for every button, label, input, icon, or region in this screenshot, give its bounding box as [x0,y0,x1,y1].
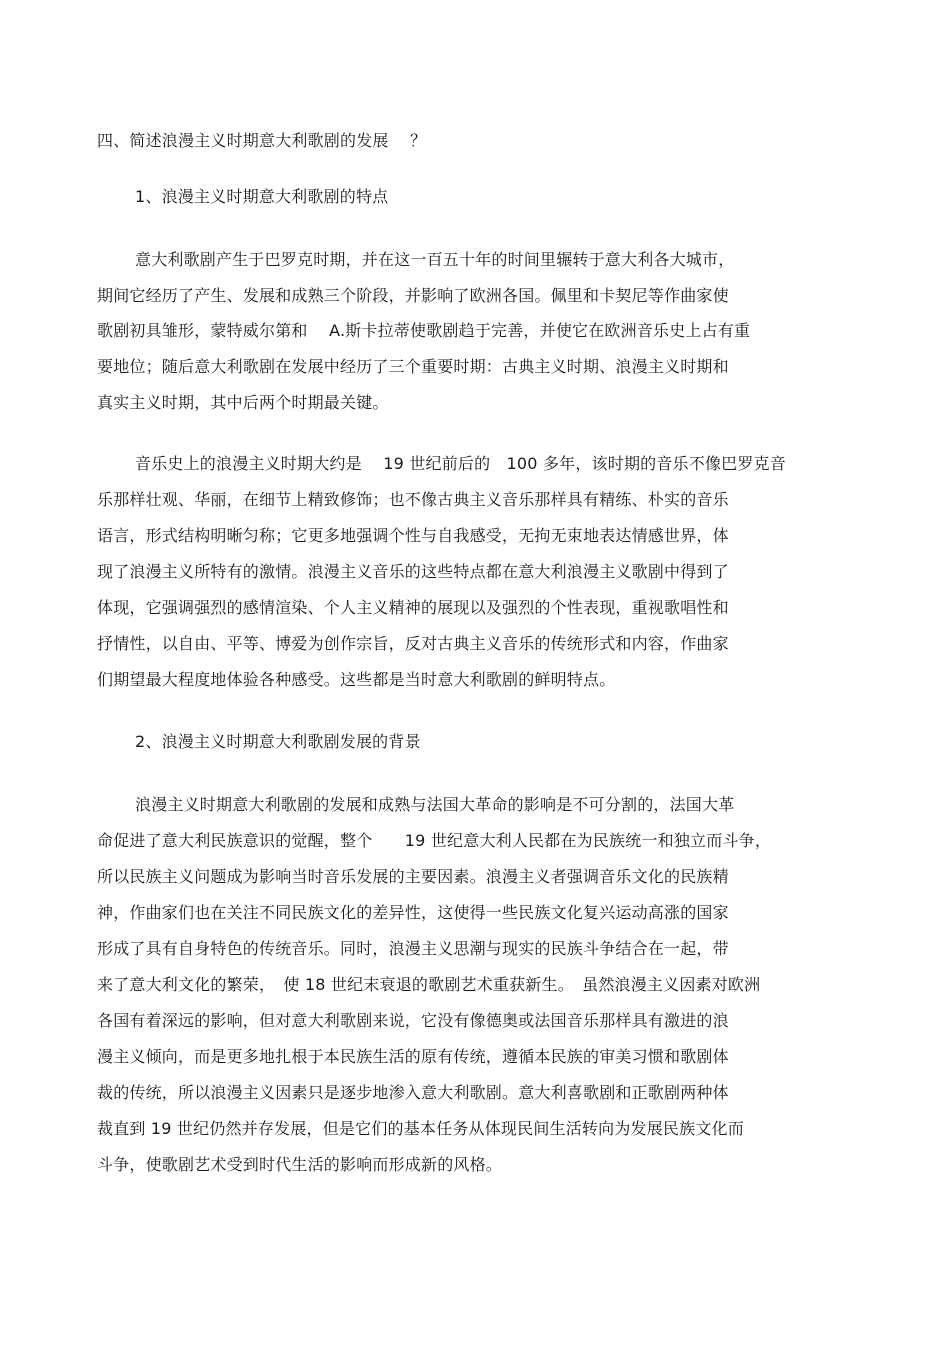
paragraph-line: 漫主义倾向，而是更多地扎根于本民族生活的原有传统，遵循本民族的审美习惯和歌剧体 [97,1047,729,1066]
paragraph-line: 们期望最大程度地体验各种感受。这些都是当时意大利歌剧的鲜明特点。 [97,670,616,689]
paragraph-line: 神，作曲家们也在关注不同民族文化的差异性，这使得一些民族文化复兴运动高涨的国家 [97,903,729,922]
paragraph-line: 裁直到 19 世纪仍然并存发展，但是它们的基本任务从体现民间生活转向为发展民族文化而 [97,1119,744,1138]
paragraph-line: 现了浪漫主义所特有的激情。浪漫主义音乐的这些特点都在意大利浪漫主义歌剧中得到了 [97,562,729,581]
paragraph-line: 裁的传统，所以浪漫主义因素只是逐步地渗入意大利歌剧。意大利喜歌剧和正歌剧两种体 [97,1083,729,1102]
paragraph-line: 乐那样壮观、华丽，在细节上精致修饰；也不像古典主义音乐那样具有精练、朴实的音乐 [97,490,729,509]
paragraph-line: 歌剧初具雏形，蒙特威尔第和 A.斯卡拉蒂使歌剧趋于完善，并使它在欧洲音乐史上占有重 [97,321,751,340]
paragraph-line: 各国有着深远的影响，但对意大利歌剧来说，它没有像德奥或法国音乐那样具有激进的浪 [97,1011,729,1030]
question-heading: 四、简述浪漫主义时期意大利歌剧的发展 ？ [97,131,427,150]
paragraph-line: 抒情性，以自由、平等、博爱为创作宗旨，反对古典主义音乐的传统形式和内容，作曲家 [97,634,729,653]
paragraph-line: 形成了具有自身特色的传统音乐。同时，浪漫主义思潮与现实的民族斗争结合在一起，带 [97,939,729,958]
paragraph-line: 所以民族主义问题成为影响当时音乐发展的主要因素。浪漫主义者强调音乐文化的民族精 [97,867,729,886]
paragraph-line: 真实主义时期，其中后两个时期最关键。 [97,393,389,412]
section-2-heading: 2、浪漫主义时期意大利歌剧发展的背景 [135,732,421,751]
paragraph-line: 命促进了意大利民族意识的觉醒，整个 19 世纪意大利人民都在为民族统一和独立而斗争， [97,831,772,850]
paragraph-line: 语言，形式结构明晰匀称；它更多地强调个性与自我感受，无拘无束地表达情感世界，体 [97,526,729,545]
paragraph-line: 体现，它强调强烈的感情渲染、个人主义精神的展现以及强烈的个性表现，重视歌唱性和 [97,598,729,617]
paragraph-line: 期间它经历了产生、发展和成熟三个阶段，并影响了欧洲各国。佩里和卡契尼等作曲家使 [97,286,729,305]
paragraph-line: 音乐史上的浪漫主义时期大约是 19 世纪前后的 100 多年，该时期的音乐不像巴罗克音 [135,454,786,473]
paragraph-line: 浪漫主义时期意大利歌剧的发展和成熟与法国大革命的影响是不可分割的，法国大革 [135,795,735,814]
paragraph-line: 斗争，使歌剧艺术受到时代生活的影响而形成新的风格。 [97,1155,503,1174]
paragraph-line: 要地位；随后意大利歌剧在发展中经历了三个重要时期：古典主义时期、浪漫主义时期和 [97,357,729,376]
paragraph-line: 意大利歌剧产生于巴罗克时期，并在这一百五十年的时间里辗转于意大利各大城市， [135,250,735,269]
section-1-heading: 1、浪漫主义时期意大利歌剧的特点 [135,187,389,206]
paragraph-line: 来了意大利文化的繁荣， 使 18 世纪末衰退的歌剧艺术重获新生。 虽然浪漫主义因素对欧洲 [97,975,761,994]
